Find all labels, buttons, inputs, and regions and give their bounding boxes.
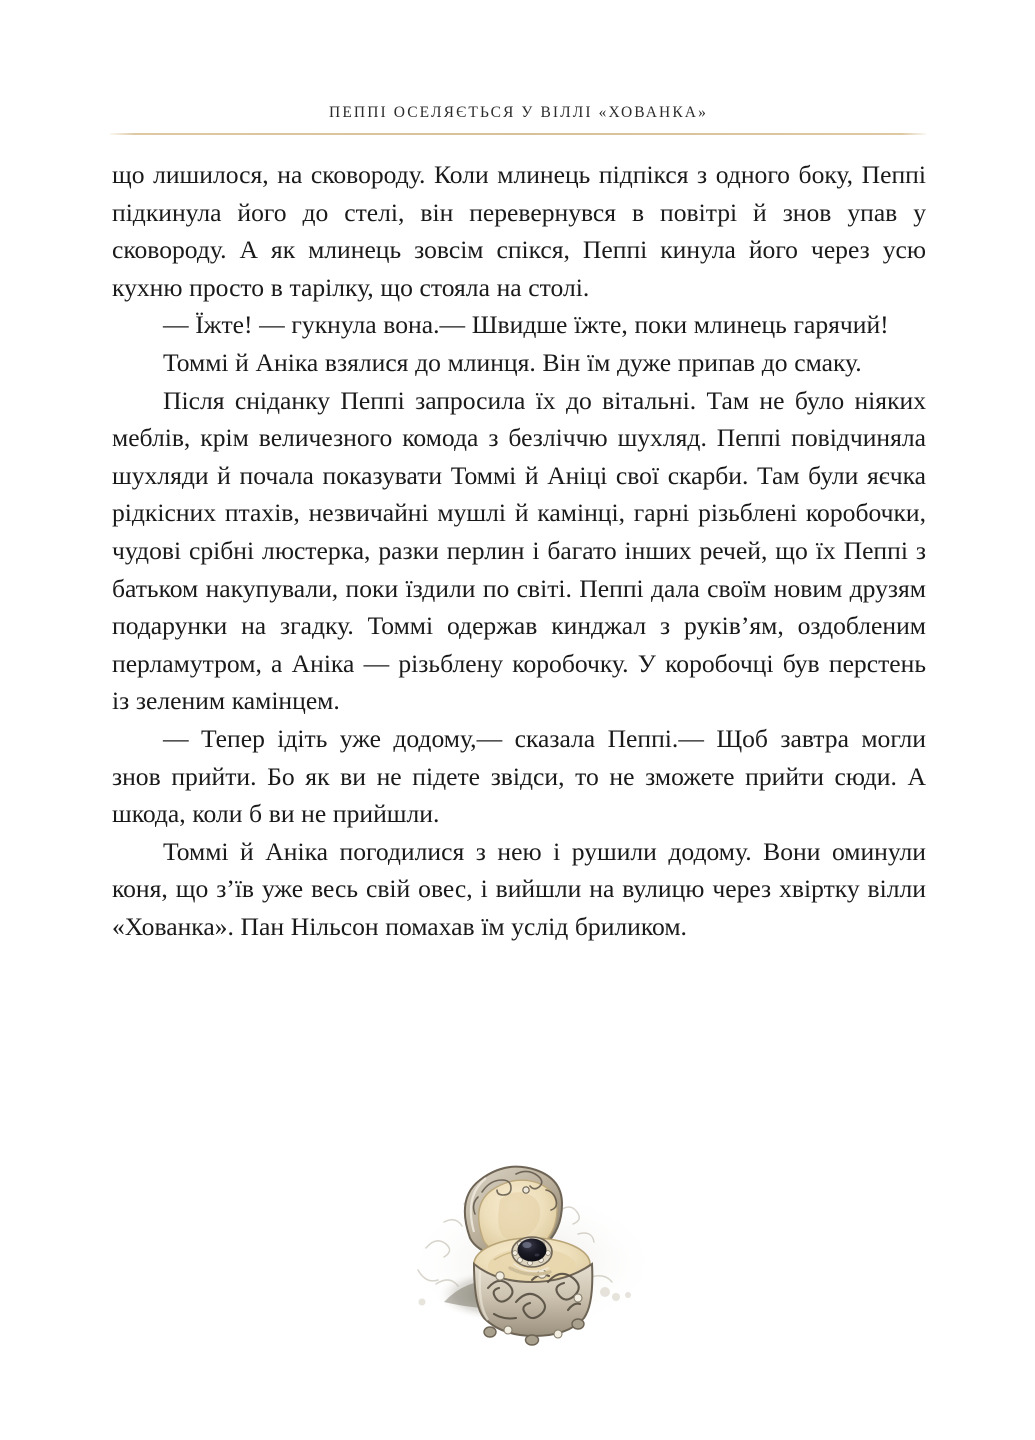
paragraph: Після сніданку Пеппі запросила їх до вітальні. Там не було ніяких меблів, крім величезного комода з безліччю шухляд. Пеппі повідчиняла шухляди й почала показувати Томмі й Аніці свої скарби. Там були яєчка рідкісних птахів, незвичайні мушлі й камінці, гарні різьблені коробочки, чудові срібні люстерка, разки перлин і багато інших речей, що їх Пеппі з батьком накупували, поки їздили по світі. Пеппі дала своїм новим друзям подарунки на згадку. Томмі одержав кинджал з руків’ям, оздобленим перламутром, а Аніка — різьблену коробочку. У коробочці був перстень із зеленим камінцем. bbox=[112, 385, 926, 716]
paragraph: що лишилося, на сковороду. Коли млинець підпікся з одного боку, Пеппі підкинула його до стелі, він перевернувся в повітрі й знов упав у сковороду. А як млинець зовсім спікся, Пеппі кинула його через усю кухню просто в тарілку, що стояла на столі. bbox=[112, 160, 926, 302]
paragraph: Томмі й Аніка взялися до млинця. Він їм дуже припав до смаку. bbox=[163, 347, 862, 377]
jewelry-box-illustration bbox=[382, 1152, 672, 1352]
paragraph: — Їжте! — гукнула вона.— Швидше їжте, поки млинець гарячий! bbox=[163, 310, 889, 340]
header-divider-rule bbox=[110, 133, 926, 135]
paragraph: Томмі й Аніка погодилися з нею і рушили додому. Вони оминули коня, що з’їв уже весь свій овес, і вийшли на вулицю через хвіртку вілли «Хованка». Пан Нільсон помахав їм услід бриликом. bbox=[112, 836, 926, 941]
paragraph: — Тепер ідіть уже додому,— сказала Пеппі.— Щоб завтра могли знов прийти. Бо як ви не підете звідси, то не зможете прийти сюди. А шкода, коли б ви не прийшли. bbox=[112, 723, 926, 829]
body-text-column bbox=[112, 156, 926, 945]
running-head: ПЕППІ ОСЕЛЯЄТЬСЯ У ВІЛЛІ «ХОВАНКА» bbox=[329, 104, 708, 121]
